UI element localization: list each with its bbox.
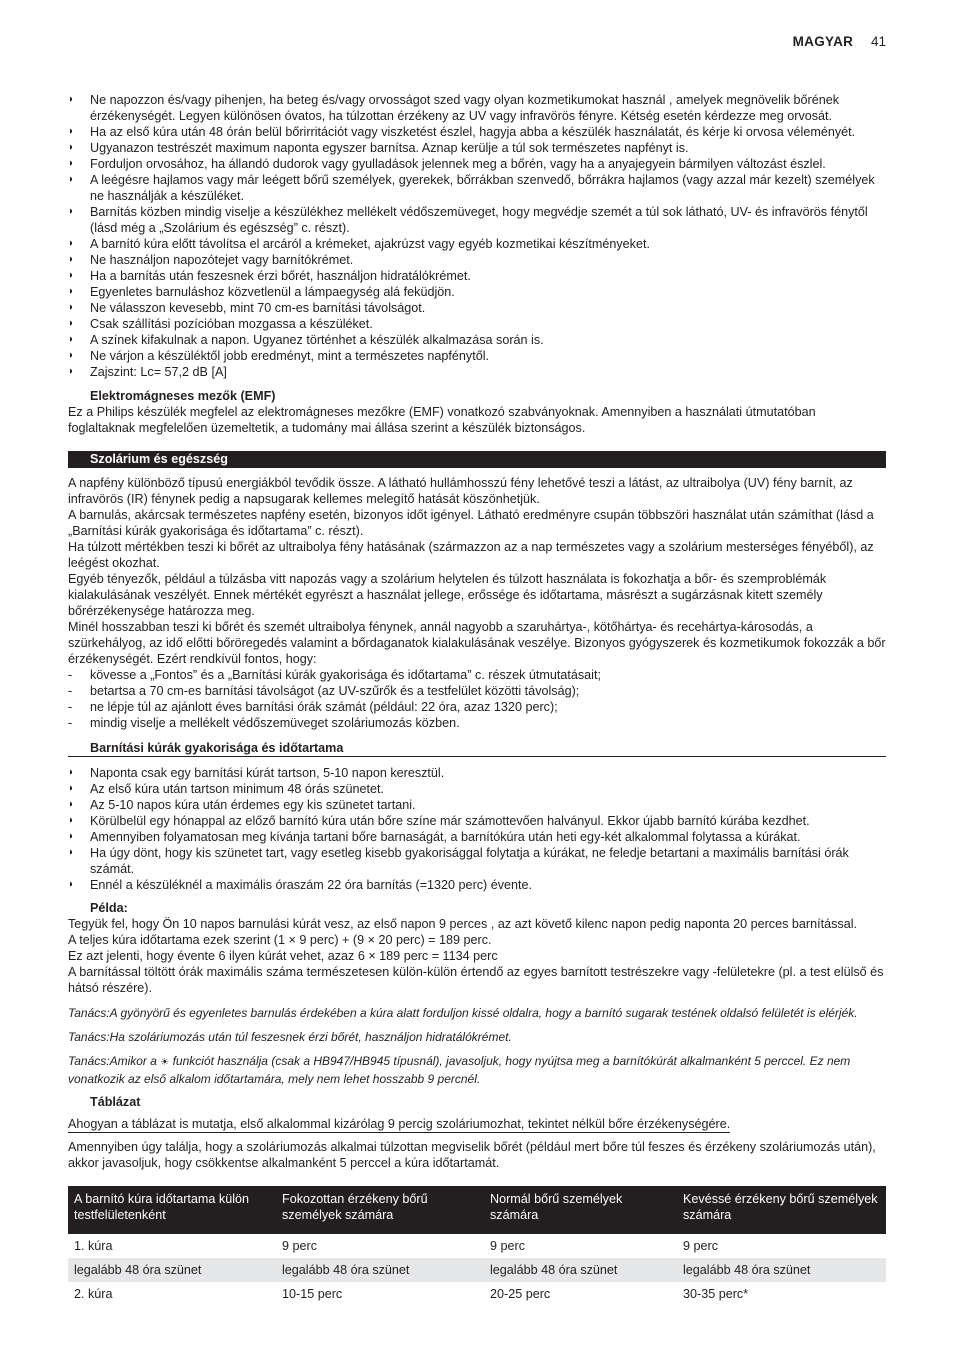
bullet-icon: ◗ — [68, 126, 75, 137]
list-item: ◗ Ha a barnítás után feszesnek érzi bőrét, használjon hidratálókrémet. — [68, 269, 471, 283]
example-line: Tegyük fel, hogy Ön 10 napos barnulási kúrát vesz, az első napon 9 perces , az azt követő kilenc napon pedig naponta 20 perces barnítással. — [68, 917, 858, 931]
bullet-icon: ◗ — [68, 206, 75, 217]
tip-3: Tanács:Amikor a ☀ funkciót használja (csak a HB947/HB945 típusnál), javasoljuk, hogy nyújtsa meg a barnítókúrát alkalmanként 5 perccel. Ez nem vonatkozik az első alkalom időtartamára, mely nem lehet hosszabb 9 percnél. — [68, 1054, 851, 1086]
list-item: ◗ Zajszint: Lc= 57,2 dB [A] — [68, 365, 227, 379]
list-item: - betartsa a 70 cm-es barnítási távolságot (az UV-szűrők és a testfelület közötti távolság); — [68, 684, 580, 698]
bullet-icon: ◗ — [68, 254, 75, 265]
table-row — [68, 1234, 886, 1258]
list-item: ◗ Ennél a készüléknél a maximális óraszám 22 óra barnítás (=1320 perc) évente. — [68, 878, 533, 892]
table-note: Amennyiben úgy találja, hogy a szoláriumozás alkalmai túlzottan megviselik bőrét (például mert bőre túl feszes és érzékeny szoláriumozás után), akkor javasoljuk, hogy csökkentse alkalmanként 5 perccel a kúra időtartamát. — [68, 1140, 876, 1170]
list-item: - kövesse a „Fontos” és a „Barnítási kúrák gyakorisága és időtartama” c. részek útmutatásait; — [68, 668, 601, 682]
list-item: ◗ Egyenletes barnuláshoz közvetlenül a lámpaegység alá feküdjön. — [68, 285, 455, 299]
frequency-bullet-list — [68, 765, 886, 893]
emf-section — [68, 388, 886, 436]
example-line: A barnítással töltött órák maximális száma természetesen külön-külön értendő az egyes barnított testrészekre vagy -felületekre (pl. a test elülső és hátsó részére). — [68, 965, 884, 995]
bullet-icon: ◗ — [68, 270, 75, 281]
list-item: ◗ Naponta csak egy barnítási kúrát tartson, 5-10 napon keresztül. — [68, 766, 445, 780]
bullet-icon: ◗ — [68, 302, 75, 313]
bullet-icon: ◗ — [68, 767, 75, 778]
list-item: ◗ A barnító kúra előtt távolítsa el arcáról a krémeket, ajakrúzst vagy egyéb kozmetikai készítményeket. — [68, 237, 650, 251]
list-item: ◗ Az 5-10 napos kúra után érdemes egy kis szünetet tartani. — [68, 798, 416, 812]
table-cell: 1. kúra — [74, 1239, 113, 1253]
column-header: Kevéssé érzékeny bőrű személyek számára — [677, 1186, 886, 1234]
table-cell: 20-25 perc — [490, 1287, 551, 1301]
bullet-icon: ◗ — [68, 783, 75, 794]
page-header — [793, 34, 886, 50]
page-number: 41 — [870, 34, 886, 49]
bullet-icon: ◗ — [68, 174, 75, 185]
list-item: - ne lépje túl az ajánlott éves barnítási órák számát (például: 22 óra, azaz 1320 perc); — [68, 700, 558, 714]
example-line: Ez azt jelenti, hogy évente 6 ilyen kúrát vehet, azaz 6 × 189 perc = 1134 perc — [68, 949, 498, 963]
bullet-icon: ◗ — [68, 366, 75, 377]
tip-2: Tanács:Ha szoláriumozás után túl feszesnek érzi bőrét, használjon hidratálókrémet. — [68, 1030, 512, 1044]
table-cell: legalább 48 óra szünet — [677, 1258, 886, 1282]
bullet-icon: ◗ — [68, 879, 75, 890]
safety-bullet-list — [68, 92, 886, 380]
column-header: Normál bőrű személyek számára — [484, 1186, 677, 1234]
bullet-icon: ◗ — [68, 286, 75, 297]
list-item: ◗ Ne napozzon és/vagy pihenjen, ha beteg és/vagy orvosságot szed vagy olyan kozmetikumokat használ , amelyek megnövelik bőrének érzékenységét. Legyen különösen óvatos, ha túlzottan érzékeny az UV vagy infravörös fényre. Kétség esetén kérdezze meg orvosát. — [68, 93, 840, 123]
table-cell: 10-15 perc — [282, 1287, 343, 1301]
table-cell: 9 perc — [683, 1239, 719, 1253]
list-item: ◗ Barnítás közben mindig viselje a készülékhez mellékelt védőszemüveget, hogy megvédje szemét a túl sok látható, UV- és infravörös fénytől (lásd még a „Szolárium és egészség” c. részt). — [68, 205, 868, 235]
emf-text: Ez a Philips készülék megfelel az elektromágneses mezőkre (EMF) vonatkozó szabványoknak. Amennyiben a használati útmutatóban foglaltaknak megfelelően üzemeltetik, a tudomány mai állása szerint a készülék biztonságos. — [68, 405, 816, 435]
list-item: ◗ Amennyiben folyamatosan meg kívánja tartani bőre barnaságát, a barnítókúra után heti egy-két alkalommal folytassa a kúrákat. — [68, 830, 801, 844]
language-label: MAGYAR — [792, 34, 854, 49]
list-item: ◗ Forduljon orvosához, ha állandó dudorok vagy gyulladások jelennek meg a bőrén, vagy ha a anyajegyein bármilyen változást észlel. — [68, 157, 826, 171]
solarium-section — [68, 445, 886, 731]
paragraph: Egyéb tényezők, például a túlzásba vitt napozás vagy a szolárium helytelen és túlzott használata is fokozhatja a bőr- és szemproblémák kialakulásának veszélyét. Ennek mértékét egyrészt a használat jellege, erőssége és időtartama, másrészt a sugárzásnak kitett személy bőrérzékenysége határozza meg. — [68, 572, 827, 618]
list-item: ◗ Ne várjon a készüléktől jobb eredményt, mint a természetes napfénytől. — [68, 349, 490, 363]
frequency-section — [68, 740, 886, 893]
bullet-icon: ◗ — [68, 334, 75, 345]
list-item: - mindig viselje a mellékelt védőszemüveget szoláriumozás közben. — [68, 716, 460, 730]
example-heading: Példa: — [90, 901, 128, 915]
list-item: ◗ A színek kifakulnak a napon. Ugyanez történhet a készülék alkalmazása során is. — [68, 333, 544, 347]
table-row — [68, 1282, 886, 1306]
tanning-table-wrap — [68, 1186, 886, 1306]
example-line: A teljes kúra időtartama ezek szerint (1 × 9 perc) + (9 × 20 perc) = 189 perc. — [68, 933, 492, 947]
table-cell: 9 perc — [282, 1239, 318, 1253]
bullet-icon: ◗ — [68, 238, 75, 249]
table-cell: legalább 48 óra szünet — [484, 1258, 677, 1282]
table-row — [68, 1258, 886, 1282]
list-item: ◗ Körülbelül egy hónappal az előző barnító kúra után bőre színe már számottevően halványul. Ekkor újabb barnító kúrába kezdhet. — [68, 814, 810, 828]
sun-icon: ☀ — [160, 1057, 170, 1068]
precaution-list — [68, 667, 886, 731]
frequency-heading: Barnítási kúrák gyakorisága és időtartama — [68, 740, 886, 757]
table-cell: 30-35 perc* — [683, 1287, 749, 1301]
table-section — [68, 1094, 886, 1171]
column-header: Fokozottan érzékeny bőrű személyek számára — [276, 1186, 484, 1234]
table-header-row — [68, 1186, 886, 1234]
bullet-icon: ◗ — [68, 831, 75, 842]
table-cell: 9 perc — [490, 1239, 526, 1253]
list-item: ◗ Az első kúra után tartson minimum 48 órás szünetet. — [68, 782, 384, 796]
bullet-icon: ◗ — [68, 799, 75, 810]
bullet-icon: ◗ — [68, 350, 75, 361]
list-item: ◗ Ne használjon napozótejet vagy barnítókrémet. — [68, 253, 354, 267]
table-cell: 2. kúra — [74, 1287, 113, 1301]
tanning-table — [68, 1186, 886, 1306]
solarium-heading: Szolárium és egészség — [68, 451, 886, 468]
list-item: ◗ Csak szállítási pozícióban mozgassa a készüléket. — [68, 317, 373, 331]
bullet-icon: ◗ — [68, 158, 75, 169]
emf-heading: Elektromágneses mezők (EMF) — [90, 389, 276, 403]
bullet-icon: ◗ — [68, 94, 75, 105]
bullet-icon: ◗ — [68, 142, 75, 153]
table-heading: Táblázat — [90, 1095, 141, 1109]
bullet-icon: ◗ — [68, 815, 75, 826]
paragraph: A barnulás, akárcsak természetes napfény esetén, bizonyos időt igényel. Látható eredményre csupán többszöri használat után számíthat (lásd a „Barnítási kúrák gyakorisága és időtartama” c. részt). — [68, 508, 874, 538]
list-item: ◗ Ha úgy dönt, hogy kis szünetet tart, vagy esetleg kisebb gyakorisággal folytatja a kúrákat, ne feledje betartani a maximális barnítási órák számát. — [68, 846, 849, 876]
list-item: ◗ Ugyanazon testrészét maximum naponta egyszer barnítsa. Aznap kerülje a túl sok természetes napfényt is. — [68, 141, 689, 155]
column-header: A barnító kúra időtartama külön testfelületenként — [68, 1186, 276, 1234]
list-item: ◗ Ha az első kúra után 48 órán belül bőrirritációt vagy viszketést észlel, hagyja abba a készülék használatát, és kérje ki orvosa véleményét. — [68, 125, 856, 139]
table-cell: legalább 48 óra szünet — [276, 1258, 484, 1282]
paragraph: A napfény különböző típusú energiákból tevődik össze. A látható hullámhosszú fény lehetővé teszi a látást, az ultraibolya (UV) fény barnít, az infravörös (IR) fénynek pedig a napsugarak kellemes melegítő hatását köszönhetjük. — [68, 476, 853, 506]
bullet-icon: ◗ — [68, 318, 75, 329]
paragraph: Minél hosszabban teszi ki bőrét és szemét ultraibolya fénynek, annál nagyobb a szaruhártya-, kötőhártya- és recehártya-károsodás, a szürkehályog, az idő előtti bőröregedés valamint a bőrdaganatok kialakulásának veszélye. Bizonyos gyógyszerek és kozmetikumok fokozzák a bőr érzékenységét. Ezért rendkívül fontos, hogy: — [68, 620, 886, 666]
example-section — [68, 900, 886, 996]
table-cell: legalább 48 óra szünet — [68, 1258, 276, 1282]
list-item: ◗ Ne válasszon kevesebb, mint 70 cm-es barnítási távolságot. — [68, 301, 426, 315]
table-lead: Ahogyan a táblázat is mutatja, első alkalommal kizárólag 9 percig szoláriumozhat, tekintet nélkül bőre érzékenységére. — [68, 1117, 731, 1131]
bullet-icon: ◗ — [68, 847, 75, 858]
paragraph: Ha túlzott mértékben teszi ki bőrét az ultraibolya fény hatásának (származzon az a nap természetes vagy a szolárium mesterséges fényéből), az leégést okozhat. — [68, 540, 874, 570]
tip-1: Tanács:A gyönyörű és egyenletes barnulás érdekében a kúra alatt forduljon kissé oldalra, hogy a barnító sugarak testének oldalsó felületét is elérjék. — [68, 1006, 858, 1020]
list-item: ◗ A leégésre hajlamos vagy már leégett bőrű személyek, gyerekek, bőrrákban szenvedő, bőrrákra hajlamos (vagy azzal már kezelt) személyek ne használják a készüléket. — [68, 173, 875, 203]
